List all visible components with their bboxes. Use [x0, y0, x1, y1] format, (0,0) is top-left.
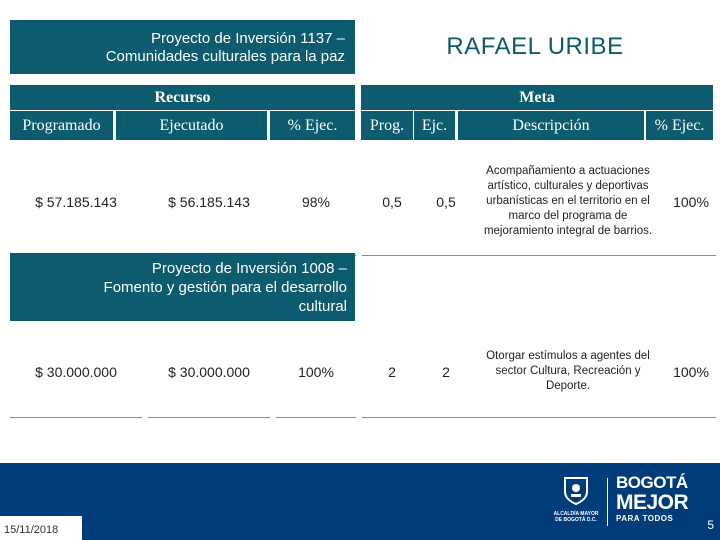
logo-divider	[607, 478, 608, 526]
coat-of-arms-icon	[563, 476, 589, 506]
row2-pct: 100%	[276, 326, 356, 418]
meta-header: Meta	[361, 85, 713, 110]
col-prog: Prog.	[361, 111, 413, 140]
row1-pct: 98%	[276, 148, 356, 256]
date-box	[0, 516, 82, 540]
bogota-mejor-logo: BOGOTÁ MEJOR PARA TODOS	[616, 473, 689, 523]
row2-descripcion: Otorgar estímulos a agentes del sector Cultura, Recreación y Deporte.	[470, 326, 666, 418]
footer-bar	[0, 463, 720, 540]
col-ejc: Ejc.	[414, 111, 455, 140]
row1-programado: $ 57.185.143	[10, 148, 142, 256]
row2-prog: 2	[362, 326, 422, 418]
row1-ejecutado: $ 56.185.143	[148, 148, 270, 256]
footer-date: 15/11/2018	[4, 524, 59, 536]
row2-pct-meta: 100%	[666, 326, 716, 418]
row1-pct-meta: 100%	[666, 148, 716, 256]
row1-ejc: 0,5	[422, 148, 470, 256]
col-pct-ejec: % Ejec.	[270, 111, 355, 140]
row2-ejecutado: $ 30.000.000	[148, 326, 270, 418]
col-pct-ejec-meta: % Ejec.	[646, 111, 713, 140]
col-ejecutado: Ejecutado	[116, 111, 267, 140]
project-title-box	[10, 20, 355, 74]
row1-prog: 0,5	[362, 148, 422, 256]
project-title: Proyecto de Inversión 1137 – Comunidades culturales para la paz	[105, 30, 345, 65]
page-number: 5	[707, 518, 714, 532]
col-descripcion: Descripción	[458, 111, 644, 140]
col-programado: Programado	[10, 111, 113, 140]
recurso-header: Recurso	[10, 85, 355, 110]
row2-programado: $ 30.000.000	[10, 326, 142, 418]
alcaldia-logo: ALCALDÍA MAYOR DE BOGOTÁ D.C.	[546, 476, 606, 530]
row1-descripcion: Acompañamiento a actuaciones artístico, culturales y deportivas urbanísticas en el territorio en el marco del programa de mejoramiento integral de barrios.	[470, 148, 666, 256]
locality-title: RAFAEL URIBE	[446, 33, 624, 60]
project2-title-box	[10, 253, 355, 321]
row2-ejc: 2	[422, 326, 470, 418]
project2-title: Proyecto de Inversión 1008 – Fomento y gestión para el desarrollo cultural	[103, 260, 347, 315]
